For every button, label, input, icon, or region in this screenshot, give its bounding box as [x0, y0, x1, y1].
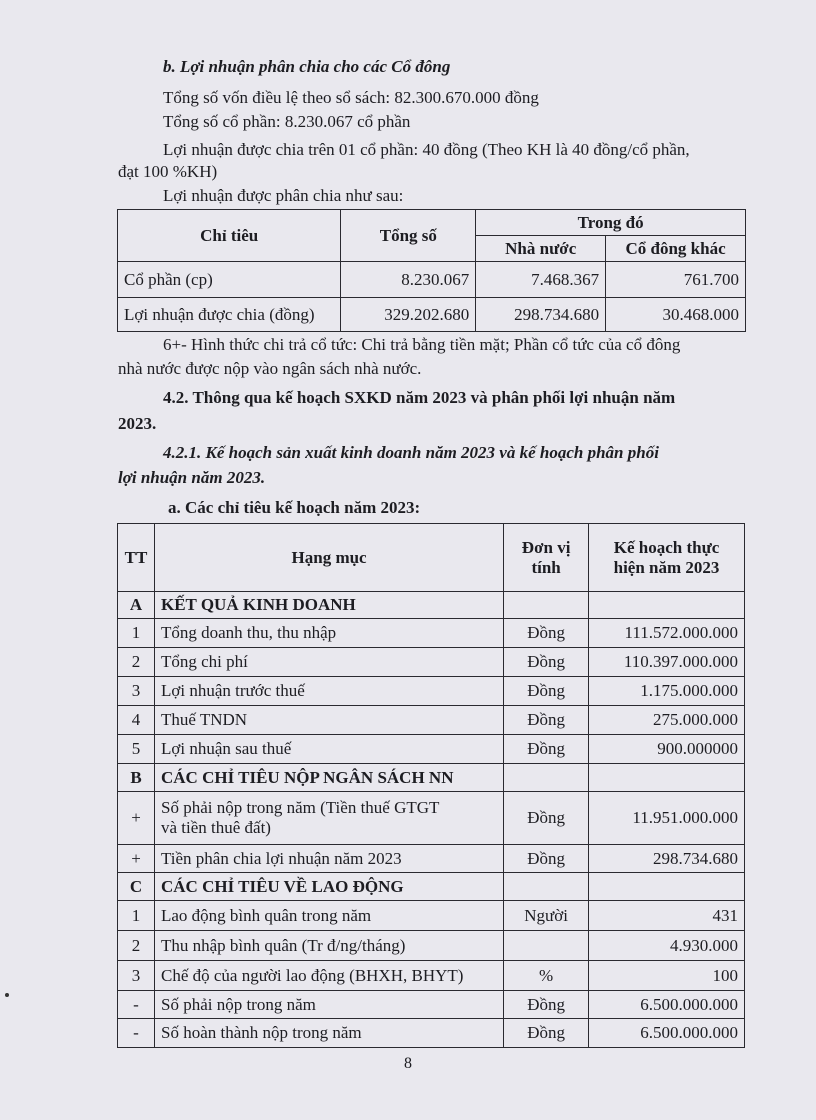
stamp-edge-mark [800, 540, 816, 690]
plan-indicators-heading: a. Các chỉ tiêu kế hoạch năm 2023: [168, 498, 421, 517]
header-total: Tổng số [341, 210, 476, 262]
distribution-intro-line: Lợi nhuận được phân chia như sau: [163, 186, 404, 205]
section-4-2-heading: 4.2. Thông qua kế hoạch SXKD năm 2023 và phân phối lợi nhuận năm [163, 388, 676, 407]
page-number: 8 [404, 1055, 412, 1072]
profit-per-share-line: Lợi nhuận được chia trên 01 cổ phần: 40 đồng (Theo KH là 40 đồng/cổ phần, [163, 140, 690, 159]
table-row: 3 Lợi nhuận trước thuế Đồng 1.175.000.000 [118, 677, 745, 706]
header-other-shareholders: Cổ đông khác [606, 236, 746, 262]
table-row: 4 Thuế TNDN Đồng 275.000.000 [118, 706, 745, 735]
payment-method-line-cont: nhà nước được nộp vào ngân sách nhà nước. [118, 359, 422, 378]
table-row: - Số hoàn thành nộp trong năm Đồng 6.500.000.000 [118, 1019, 745, 1048]
table-row: 1 Lao động bình quân trong năm Người 431 [118, 901, 745, 931]
header-state: Nhà nước [476, 236, 606, 262]
section-4-2-heading-cont: 2023. [118, 414, 157, 433]
header-item: Hạng mục [154, 524, 503, 592]
scan-speck [5, 993, 9, 997]
table-row: A KẾT QUẢ KINH DOANH [118, 592, 745, 619]
payment-method-line: 6+- Hình thức chi trả cổ tức: Chi trả bằng tiền mặt; Phần cổ tức của cổ đông [163, 335, 681, 354]
charter-capital-line: Tổng số vốn điều lệ theo sổ sách: 82.300.670.000 đồng [163, 88, 539, 107]
table-row: C CÁC CHỈ TIÊU VỀ LAO ĐỘNG [118, 873, 745, 901]
table-row: Lợi nhuận được chia (đồng) 329.202.680 298.734.680 30.468.000 [118, 298, 746, 332]
table-row: 3 Chế độ của người lao động (BHXH, BHYT) % 100 [118, 961, 745, 991]
table-row: 5 Lợi nhuận sau thuế Đồng 900.000000 [118, 735, 745, 764]
table-row: 2 Tổng chi phí Đồng 110.397.000.000 [118, 648, 745, 677]
plan-table [117, 523, 745, 1048]
header-tt: TT [118, 524, 155, 592]
table-row: 1 Tổng doanh thu, thu nhập Đồng 111.572.000.000 [118, 619, 745, 648]
profit-per-share-line-cont: đạt 100 %KH) [118, 162, 218, 181]
table-row: Cổ phần (cp) 8.230.067 7.468.367 761.700 [118, 262, 746, 298]
table-row: - Số phải nộp trong năm Đồng 6.500.000.000 [118, 991, 745, 1019]
table-row: B CÁC CHỈ TIÊU NỘP NGÂN SÁCH NN [118, 764, 745, 792]
section-b-heading: b. Lợi nhuận phân chia cho các Cổ đông [163, 57, 451, 76]
header-plan: Kế hoạch thực hiện năm 2023 [589, 524, 745, 592]
header-of-which: Trong đó [476, 210, 746, 236]
table-row: 2 Thu nhập bình quân (Tr đ/ng/tháng) 4.930.000 [118, 931, 745, 961]
section-4-2-1-heading-cont: lợi nhuận năm 2023. [118, 468, 266, 487]
dividend-table [117, 209, 746, 332]
header-unit: Đơn vị tính [504, 524, 589, 592]
total-shares-line: Tổng số cổ phần: 8.230.067 cổ phần [163, 112, 411, 131]
table-row: + Số phải nộp trong năm (Tiền thuế GTGT và tiền thuê đất) Đồng 11.951.000.000 [118, 792, 745, 845]
table-row: + Tiền phân chia lợi nhuận năm 2023 Đồng 298.734.680 [118, 845, 745, 873]
section-4-2-1-heading: 4.2.1. Kế hoạch sản xuất kinh doanh năm 2023 và kế hoạch phân phối [163, 443, 659, 462]
header-indicator: Chỉ tiêu [118, 210, 341, 262]
